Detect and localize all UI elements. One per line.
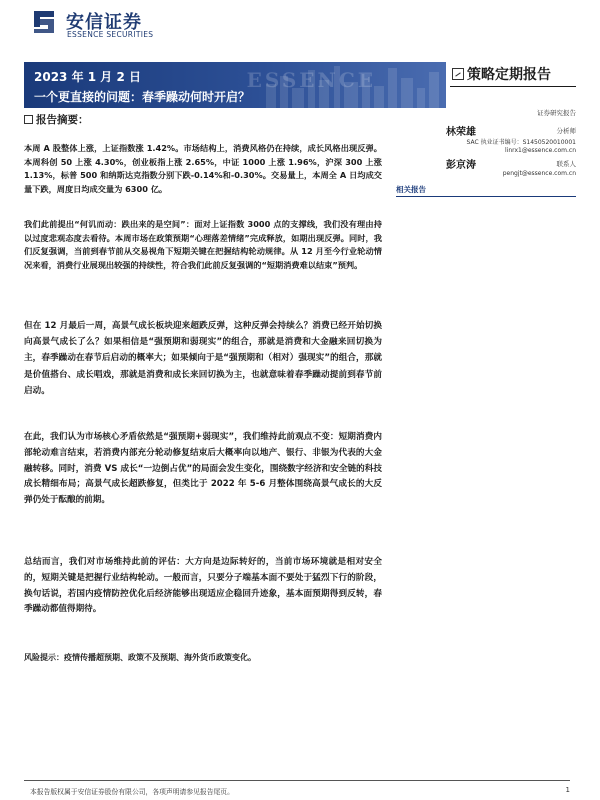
banner-watermark: ESSENCE (246, 68, 376, 92)
summary-heading (24, 112, 89, 127)
footer-disclaimer: 本报告版权属于安信证券股份有限公司，各项声明请参见报告尾页。 (30, 788, 234, 796)
title-banner (24, 62, 446, 108)
summary-heading-text: 报告摘要： (36, 114, 89, 126)
contact-email[interactable]: pengjt@essence.com.cn (502, 170, 576, 177)
checkbox-icon (24, 115, 33, 124)
analyst-name: 林荣雄 (446, 127, 476, 138)
summary-paragraph: 但在 12 月最后一周，高景气成长板块迎来超跌反弹，这种反弹会持续么？消费已经开始切换向高景气成长了么？如果相信是“强预期和弱现实”的组合，那就是消费和大金融来回切换为主，春季躁动在春节后启动的概率大；如果倾向于是“强预期和（相对）强现实”的组合，那就是价值搭台、成长唱戏，那就是消费和成长来回切换为主，也就意味着春季躁动提前到春节前启动。 (24, 321, 382, 396)
contact-card (396, 156, 576, 184)
related-reports-label: 相关报告 (396, 185, 426, 194)
risk-warning: 风险提示：疫情传播超预期、政策不及预期、海外货币政策变化。 (24, 653, 256, 662)
summary-paragraph: 总结而言，我们对市场维持此前的评估：大方向是边际转好的，当前市场环境就是相对安全的，短期关键是把握行业结构轮动。一般而言，只要分子端基本面不要处于猛烈下行的阶段，换句话说，若国内疫情防控优化后经济能够出现适应企稳回升迹象，基本面预期得到反转，春季躁动都值得期待。 (24, 557, 382, 615)
chart-icon (452, 68, 464, 80)
analyst-email[interactable]: linrx1@essence.com.cn (505, 147, 576, 154)
report-date: 2023 年 1 月 2 日 (34, 70, 141, 84)
analyst-role: 分析师 (556, 127, 576, 135)
page-number: 1 (565, 786, 570, 794)
report-type-label: 策略定期报告 (467, 67, 551, 83)
summary-paragraph: 我们此前提出“何讥而动：跌出来的是空间”：面对上证指数 3000 点的支撑线，我们没有理由持以过度悲观态度去看待。本周市场在政策预期“心理落差情绪”完成释放，如期出现反弹。同时，我们反复强调，当前到春节前从交易视角下短期关键在把握结构轮动规律。从 12 月至今行业轮动情况来看，消费行业展现出较强的持续性，符合我们此前反复强调的“短期消费难以结束”预判。 (24, 219, 382, 270)
divider (450, 86, 576, 87)
analyst-cert: SAC 执业证书编号：S1450520010001 (466, 139, 576, 146)
company-logo (30, 8, 230, 42)
footer-divider (24, 780, 570, 781)
divider (396, 196, 576, 197)
report-title: 一个更直接的问题：春季躁动何时开启？ (34, 90, 251, 104)
analyst-card (396, 123, 576, 159)
summary-paragraph: 在此，我们认为市场核心矛盾依然是“强预期+弱现实”，我们维持此前观点不变：短期消费内部轮动难言结束，若消费内部充分轮动修复结束后大概率向以地产、银行、非银为代表的大金融转移。同时，消费 VS 成长“一边倒占优”的局面会发生变化，围绕数字经济和安全链的科技成长精细布局；高景气成长超跌修复，但类比于 2022 年 5-6 月整体围绕高景气成长的大反弹仍处于酝酿的前期。 (24, 432, 382, 506)
contact-role: 联系人 (556, 160, 576, 168)
logo-text-en: ESSENCE SECURITIES (67, 30, 154, 39)
research-report-label: 证券研究报告 (537, 109, 576, 117)
logo-mark-icon (30, 8, 58, 36)
logo-text-cn: 安信证券 (66, 12, 142, 33)
summary-paragraph: 本周 A 股整体上涨，上证指数涨 1.42%。市场结构上，消费风格仍在持续，成长风格出现反弹。本周科创 50 上涨 4.30%，创业板指上涨 2.65%，中证 1000 上涨 1.96%，沪深 300 上涨 1.13%，标普 500 和纳斯达克指数分别下跌-0.14%和-0.30%。交易量上，本周全 A 日均成交量下跌，周度日均成交量为 6300 亿。 (24, 143, 382, 194)
report-type (452, 64, 551, 84)
contact-name: 彭京涛 (446, 160, 476, 171)
